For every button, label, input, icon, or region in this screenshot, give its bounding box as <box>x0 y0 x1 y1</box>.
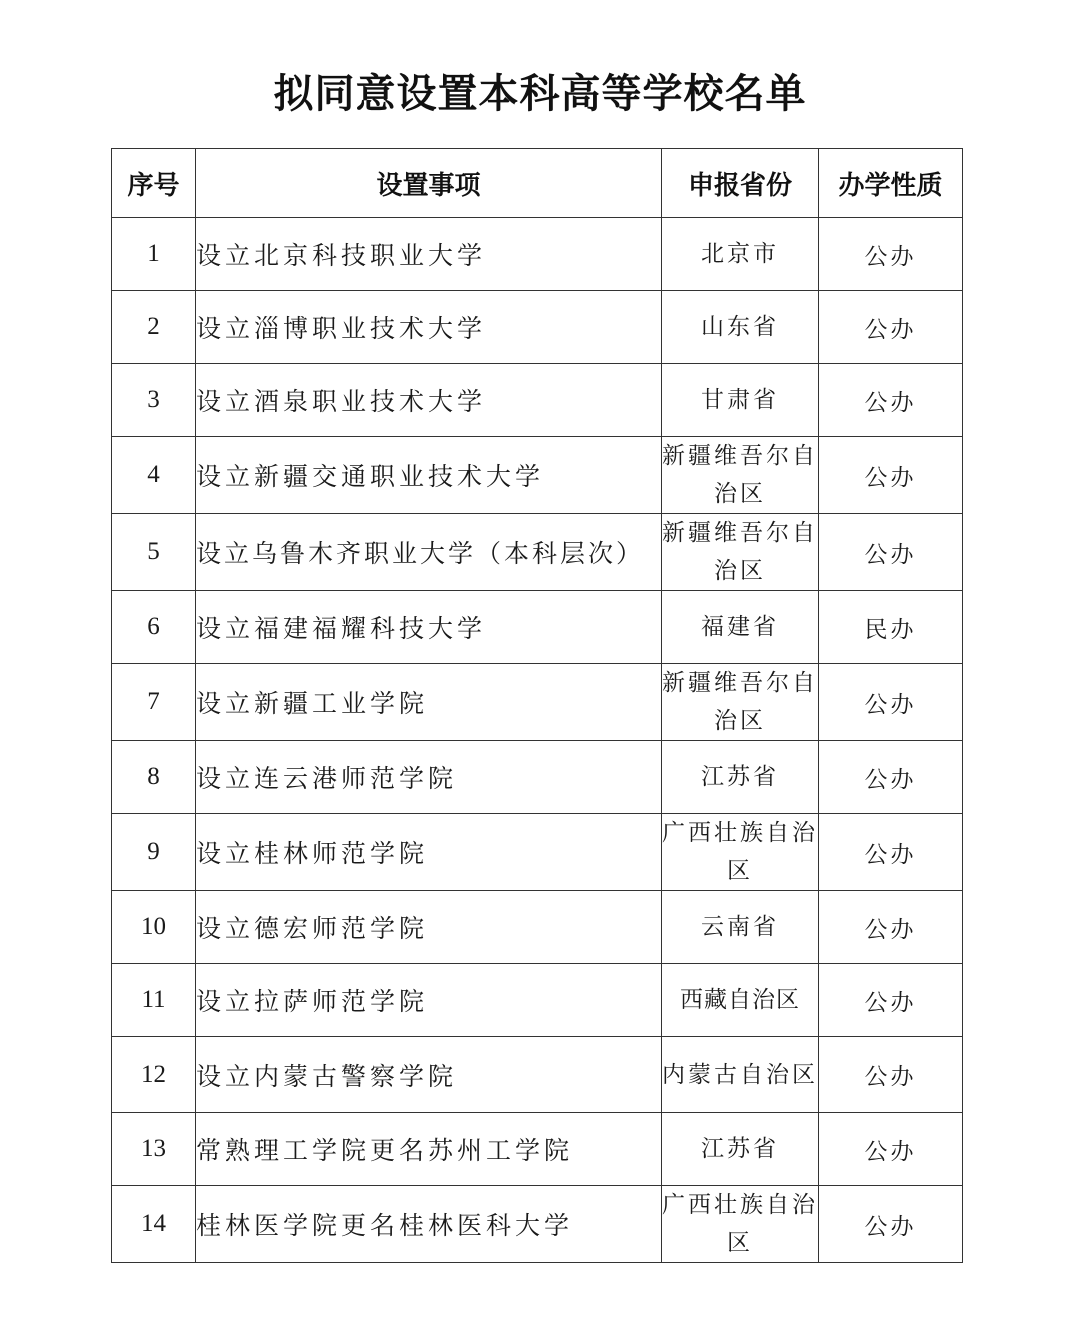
table-row <box>112 364 963 437</box>
row-number: 3 <box>112 364 196 437</box>
table-row <box>112 1113 963 1186</box>
row-nature: 公办 <box>819 891 963 964</box>
row-item: 设立北京科技职业大学 <box>196 218 662 291</box>
row-province: 新疆维吾尔自治区 <box>662 664 819 741</box>
row-nature: 公办 <box>819 437 963 514</box>
row-nature: 公办 <box>819 514 963 591</box>
row-nature: 公办 <box>819 1186 963 1263</box>
row-item: 设立新疆工业学院 <box>196 664 662 741</box>
row-number: 13 <box>112 1113 196 1186</box>
row-number: 1 <box>112 218 196 291</box>
row-item: 设立德宏师范学院 <box>196 891 662 964</box>
row-province: 福建省 <box>662 591 819 664</box>
header-item: 设置事项 <box>196 149 662 218</box>
row-number: 5 <box>112 514 196 591</box>
row-nature: 公办 <box>819 814 963 891</box>
row-number: 14 <box>112 1186 196 1263</box>
row-item: 设立酒泉职业技术大学 <box>196 364 662 437</box>
row-province: 西藏自治区 <box>662 964 819 1037</box>
row-nature: 公办 <box>819 1113 963 1186</box>
table-header-row <box>112 149 963 218</box>
row-province: 新疆维吾尔自治区 <box>662 437 819 514</box>
row-item: 桂林医学院更名桂林医科大学 <box>196 1186 662 1263</box>
row-province: 新疆维吾尔自治区 <box>662 514 819 591</box>
row-item: 设立拉萨师范学院 <box>196 964 662 1037</box>
table-row <box>112 664 963 741</box>
row-nature: 民办 <box>819 591 963 664</box>
row-number: 12 <box>112 1037 196 1113</box>
table-row <box>112 741 963 814</box>
row-number: 7 <box>112 664 196 741</box>
row-nature: 公办 <box>819 964 963 1037</box>
row-nature: 公办 <box>819 291 963 364</box>
row-item: 设立连云港师范学院 <box>196 741 662 814</box>
row-nature: 公办 <box>819 664 963 741</box>
table-row <box>112 591 963 664</box>
row-item: 设立内蒙古警察学院 <box>196 1037 662 1113</box>
table-row <box>112 814 963 891</box>
row-number: 10 <box>112 891 196 964</box>
row-nature: 公办 <box>819 1037 963 1113</box>
row-province: 广西壮族自治区 <box>662 1186 819 1263</box>
row-province: 甘肃省 <box>662 364 819 437</box>
row-province: 江苏省 <box>662 1113 819 1186</box>
table-row <box>112 891 963 964</box>
row-nature: 公办 <box>819 364 963 437</box>
row-number: 2 <box>112 291 196 364</box>
table-row <box>112 1186 963 1263</box>
table-row <box>112 964 963 1037</box>
row-item: 设立桂林师范学院 <box>196 814 662 891</box>
row-province: 山东省 <box>662 291 819 364</box>
table-row <box>112 1037 963 1113</box>
row-province: 广西壮族自治区 <box>662 814 819 891</box>
row-province: 北京市 <box>662 218 819 291</box>
table-row <box>112 218 963 291</box>
header-nature: 办学性质 <box>819 149 963 218</box>
row-province: 江苏省 <box>662 741 819 814</box>
row-item: 设立福建福耀科技大学 <box>196 591 662 664</box>
row-number: 9 <box>112 814 196 891</box>
row-nature: 公办 <box>819 741 963 814</box>
header-serial-number: 序号 <box>112 149 196 218</box>
table-row <box>112 514 963 591</box>
row-province: 内蒙古自治区 <box>662 1037 819 1113</box>
row-number: 8 <box>112 741 196 814</box>
table-row <box>112 291 963 364</box>
header-province: 申报省份 <box>662 149 819 218</box>
row-number: 11 <box>112 964 196 1037</box>
table-row <box>112 437 963 514</box>
row-item: 设立乌鲁木齐职业大学（本科层次） <box>196 514 662 591</box>
row-item: 设立淄博职业技术大学 <box>196 291 662 364</box>
school-list-table <box>111 148 963 1263</box>
row-item: 设立新疆交通职业技术大学 <box>196 437 662 514</box>
row-number: 6 <box>112 591 196 664</box>
row-item: 常熟理工学院更名苏州工学院 <box>196 1113 662 1186</box>
document-title: 拟同意设置本科高等学校名单 <box>273 71 807 117</box>
row-nature: 公办 <box>819 218 963 291</box>
row-province: 云南省 <box>662 891 819 964</box>
row-number: 4 <box>112 437 196 514</box>
